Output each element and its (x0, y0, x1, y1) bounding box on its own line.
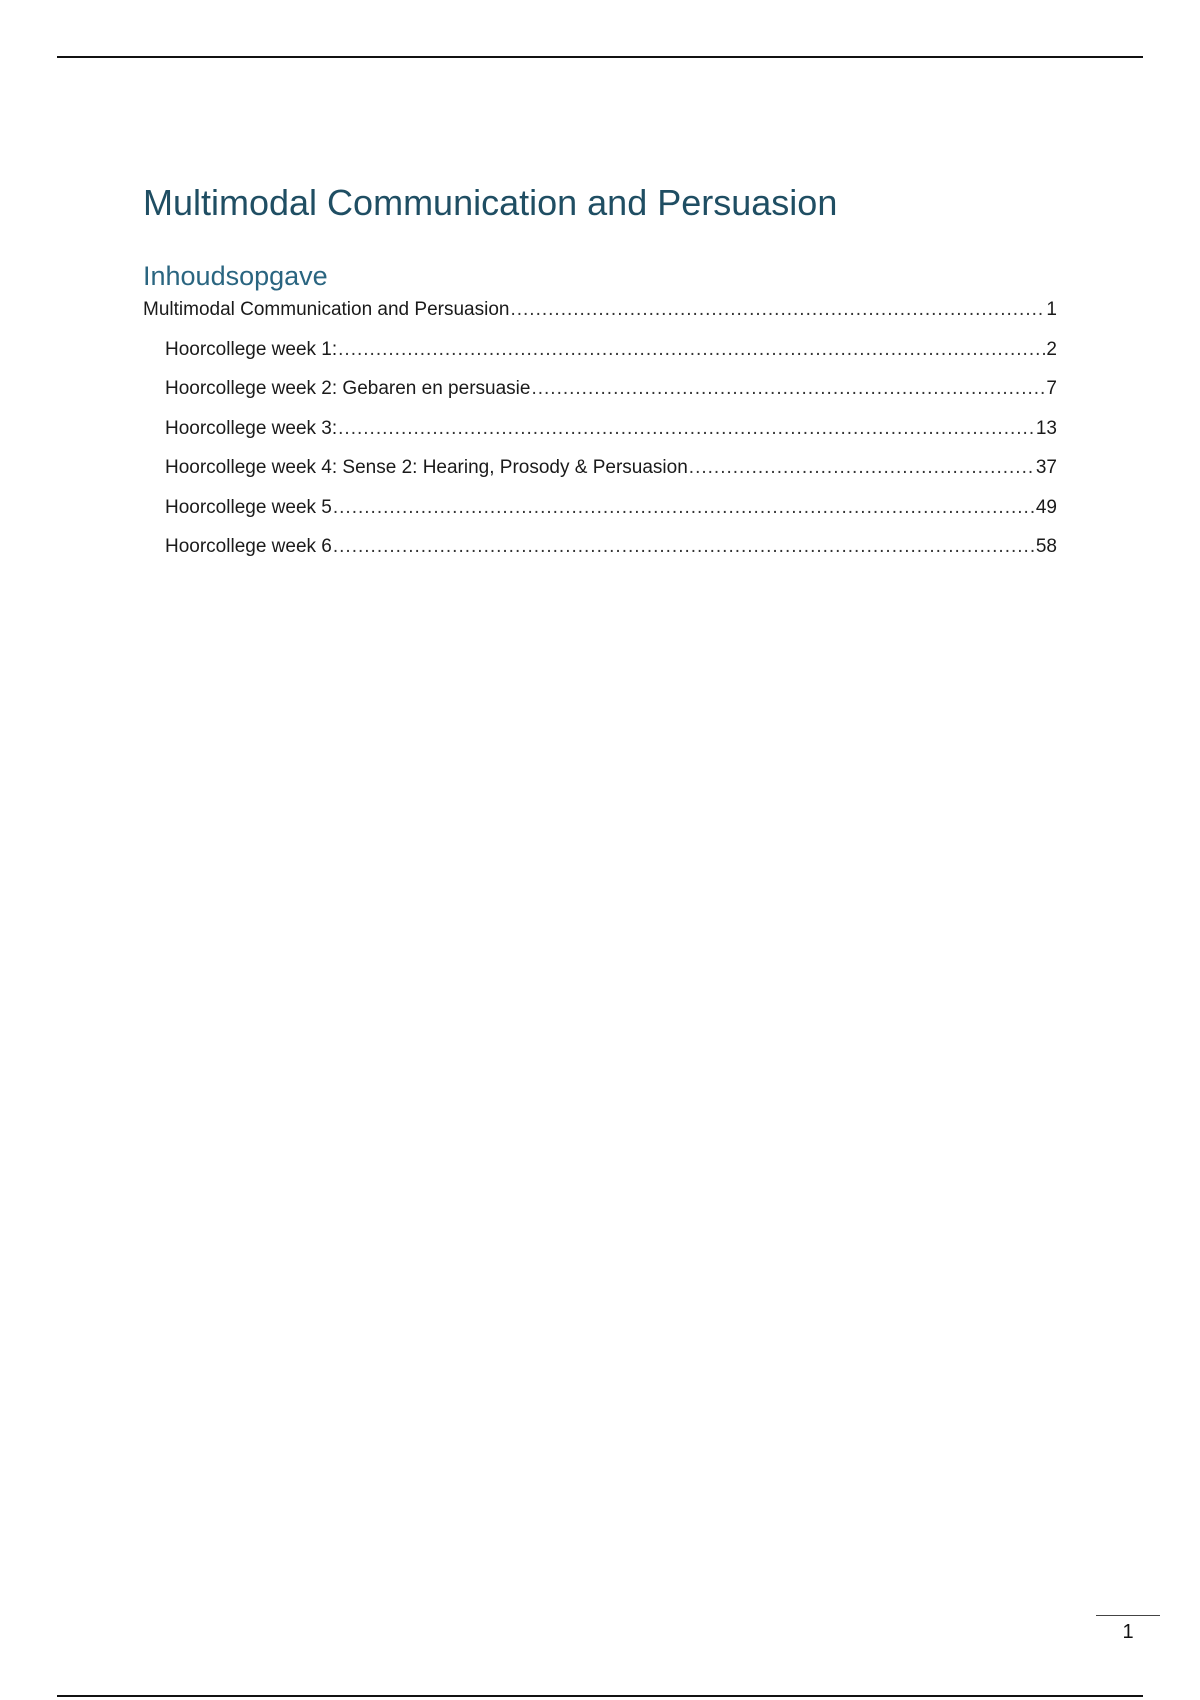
toc-entry-week-5[interactable] (143, 495, 1057, 521)
toc-entry-text: Hoorcollege week 5 (165, 496, 332, 518)
toc-entry-text: Hoorcollege week 3: (165, 417, 338, 439)
toc-entry-text: Hoorcollege week 2: Gebaren en persuasie (165, 378, 531, 399)
toc-entry-page: 58 (1035, 536, 1057, 557)
page-number: 1 (1122, 1621, 1134, 1643)
toc-dot-leader (338, 416, 1035, 442)
header-rule (57, 56, 1143, 58)
toc-dot-leader (333, 495, 1035, 521)
toc-entry-week-3[interactable] (143, 416, 1057, 442)
toc-dot-leader (510, 297, 1045, 323)
toc-dot-leader (333, 534, 1035, 560)
toc-entry-page: 2 (1046, 338, 1057, 360)
toc-entry-page: 37 (1035, 457, 1057, 478)
toc-entry-week-1[interactable] (143, 337, 1057, 363)
toc-entry-week-2[interactable] (143, 376, 1057, 402)
toc-dot-leader (338, 337, 1045, 363)
toc-heading: Inhoudsopgave (143, 261, 328, 291)
document-title: Multimodal Communication and Persuasion (143, 182, 838, 223)
toc-entry-week-4[interactable] (143, 455, 1057, 481)
toc-entry-text: Hoorcollege week 4: Sense 2: Hearing, Prosody & Persuasion (165, 457, 688, 478)
toc-entry-main[interactable] (143, 297, 1057, 323)
toc-entry-page: 1 (1046, 299, 1057, 320)
toc-entry-week-6[interactable] (143, 534, 1057, 560)
page-number-rule (1096, 1615, 1160, 1616)
toc-entry-text: Multimodal Communication and Persuasion (143, 299, 510, 320)
toc-entry-page: 7 (1046, 378, 1057, 399)
footer-rule (57, 1695, 1143, 1697)
toc-entry-text: Hoorcollege week 6 (165, 536, 332, 557)
toc-entry-page: 13 (1035, 417, 1057, 439)
table-of-contents (143, 297, 1057, 574)
toc-dot-leader (531, 376, 1045, 402)
toc-dot-leader (689, 455, 1035, 481)
toc-entry-text: Hoorcollege week 1: (165, 338, 338, 360)
toc-entry-page: 49 (1035, 496, 1057, 518)
